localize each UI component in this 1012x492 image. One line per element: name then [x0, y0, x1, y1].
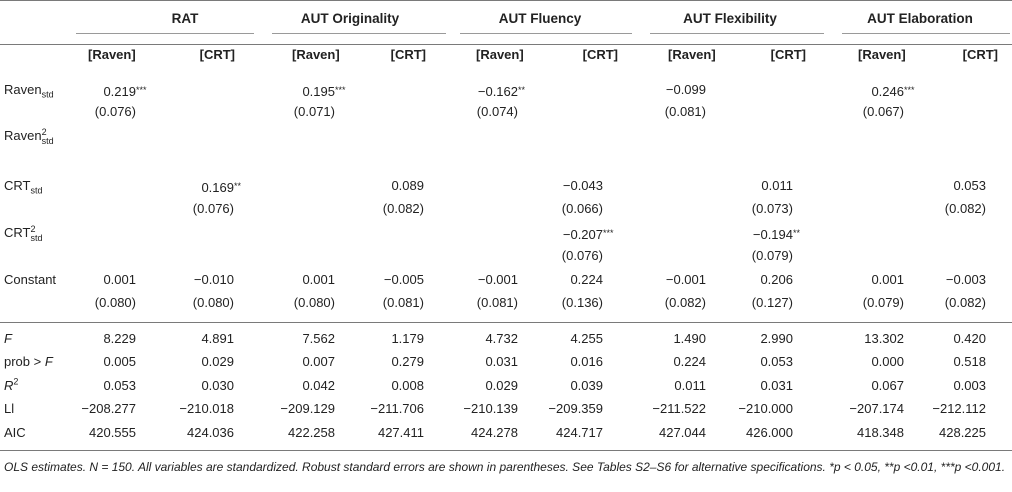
table-cell [665, 295, 720, 311]
table-cell [391, 378, 438, 394]
table-cell [761, 178, 807, 194]
cell-value: −0.207 [562, 227, 603, 242]
cell-value: −210.139 [463, 401, 518, 416]
cell-value: 418.348 [857, 425, 904, 440]
cell-value: 0.053 [953, 178, 986, 193]
row-label-part: prob > [4, 354, 45, 369]
row-label-text: Raven [4, 82, 42, 97]
table-cell [302, 82, 349, 100]
cell-value: 0.206 [760, 272, 793, 287]
cell-value: 0.005 [103, 354, 136, 369]
table-cell [871, 378, 918, 394]
group-header: AUT Originality [300, 11, 400, 26]
table-cell [548, 401, 617, 417]
table-cell [665, 104, 720, 120]
label-script-stack [30, 225, 42, 243]
table-cell [294, 295, 349, 311]
significance-stars: *** [603, 228, 614, 238]
cell-value: 0.420 [953, 331, 986, 346]
cell-value: 13.302 [864, 331, 904, 346]
cell-value: 0.067 [871, 378, 904, 393]
row-label-text: Constant [4, 272, 57, 287]
cell-value: −0.005 [383, 272, 424, 287]
table-cell [370, 401, 438, 417]
table-cell [673, 331, 720, 347]
table-cell [857, 425, 918, 441]
table-cell [953, 331, 1000, 347]
table-cell [659, 425, 720, 441]
table-cell [201, 378, 248, 394]
table-cell [652, 401, 720, 417]
row-label-text: Raven [4, 128, 42, 143]
row-label [4, 82, 54, 98]
group-header: AUT Fluency [498, 11, 582, 26]
cell-value: −208.277 [81, 401, 136, 416]
table-cell [864, 331, 918, 347]
cell-value: 0.039 [570, 378, 603, 393]
column-subheader: [CRT] [962, 47, 998, 62]
column-subheader: [CRT] [582, 47, 618, 62]
cell-value: (0.127) [751, 295, 793, 310]
table-cell [302, 272, 349, 288]
table-cell [280, 401, 349, 417]
cell-value: −211.522 [652, 401, 706, 416]
cell-value: 428.225 [939, 425, 986, 440]
table-cell [673, 354, 720, 370]
table-cell [187, 425, 248, 441]
cell-value: (0.074) [476, 104, 518, 119]
table-cell [746, 425, 807, 441]
cell-value: 427.411 [377, 425, 424, 440]
table-cell [81, 401, 150, 417]
group-header: RAT [171, 11, 199, 26]
significance-stars: *** [335, 85, 346, 95]
cell-value: 4.891 [201, 331, 234, 346]
cell-value: 0.089 [391, 178, 424, 193]
row-label-text [4, 354, 53, 369]
table-cell [477, 295, 532, 311]
cell-value: 0.001 [302, 272, 335, 287]
table-cell [477, 104, 532, 120]
cell-value: −0.010 [193, 272, 234, 287]
cell-value: 424.278 [471, 425, 518, 440]
cell-value: 427.044 [659, 425, 706, 440]
cell-value: 0.011 [674, 378, 706, 393]
cell-value: (0.079) [862, 295, 904, 310]
table-cell [953, 354, 1000, 370]
cell-value: 0.007 [302, 354, 335, 369]
column-subheader: [Raven] [858, 47, 906, 62]
cell-value: −0.001 [665, 272, 706, 287]
cell-value: 0.011 [761, 178, 793, 193]
table-cell [193, 295, 248, 311]
group-underline [76, 33, 254, 34]
table-cell [939, 425, 1000, 441]
table-cell [194, 272, 248, 288]
column-subheader: [Raven] [668, 47, 716, 62]
row-label [4, 354, 53, 370]
cell-value: 0.029 [485, 378, 518, 393]
cell-value: −0.003 [945, 272, 986, 287]
table-cell [953, 378, 1000, 394]
row-label [4, 401, 14, 417]
cell-value: (0.079) [751, 248, 793, 263]
column-subheader: [CRT] [390, 47, 426, 62]
label-subscript: std [30, 185, 43, 196]
row-label [4, 378, 18, 394]
table-cell [463, 401, 532, 417]
table-cell [760, 378, 807, 394]
cell-value: (0.081) [664, 104, 706, 119]
column-subheader: [CRT] [199, 47, 235, 62]
table-cell [391, 178, 438, 194]
table-cell [485, 378, 532, 394]
cell-value: 0.029 [201, 354, 234, 369]
cell-value: (0.073) [751, 201, 793, 216]
cell-value: 0.008 [391, 378, 424, 393]
table-cell [478, 82, 532, 100]
table-cell [302, 378, 349, 394]
table-cell [666, 82, 720, 98]
group-underline [272, 33, 446, 34]
table-cell [674, 378, 720, 394]
group-underline [650, 33, 824, 34]
table-cell [863, 104, 918, 120]
cell-value: 0.031 [485, 354, 518, 369]
table-cell [871, 354, 918, 370]
table-cell [849, 401, 918, 417]
row-label-text: F [4, 331, 12, 346]
table-cell [471, 425, 532, 441]
table-cell [871, 272, 918, 288]
cell-value: 0.169 [201, 180, 234, 195]
cell-value: −210.000 [738, 401, 793, 416]
table-cell [95, 104, 150, 120]
cell-value: 0.031 [760, 378, 793, 393]
row-label-text: R [4, 378, 14, 393]
table-cell [932, 401, 1000, 417]
cell-value: −207.174 [849, 401, 904, 416]
table-cell [95, 295, 150, 311]
table-cell [485, 331, 532, 347]
table-cell [384, 272, 438, 288]
cell-value: 1.179 [391, 331, 424, 346]
table-cell [103, 82, 150, 100]
cell-value: 0.001 [103, 272, 136, 287]
table-cell [760, 331, 807, 347]
column-subheader: [Raven] [476, 47, 524, 62]
cell-value: 0.001 [871, 272, 904, 287]
cell-value: 420.555 [89, 425, 136, 440]
row-label [4, 178, 43, 194]
cell-value: (0.076) [94, 104, 136, 119]
table-cell [391, 354, 438, 370]
cell-value: −0.001 [477, 272, 518, 287]
table-cell [871, 82, 918, 100]
cell-value: (0.081) [476, 295, 518, 310]
cell-value: 424.717 [556, 425, 603, 440]
row-label-text: AIC [4, 425, 26, 440]
cell-value: 7.562 [302, 331, 335, 346]
cell-value: (0.082) [944, 295, 986, 310]
table-cell [288, 425, 349, 441]
table-cell [193, 201, 248, 217]
group-header: AUT Elaboration [867, 11, 973, 26]
table-cell [89, 425, 150, 441]
cell-value: (0.071) [293, 104, 335, 119]
cell-value: (0.080) [94, 295, 136, 310]
cell-value: 0.053 [103, 378, 136, 393]
cell-value: 0.003 [953, 378, 986, 393]
row-label [4, 331, 12, 347]
cell-value: −0.043 [562, 178, 603, 193]
cell-value: (0.076) [561, 248, 603, 263]
row-label [4, 425, 26, 441]
table-cell [563, 178, 617, 194]
cell-value: 0.224 [673, 354, 706, 369]
table-cell [201, 354, 248, 370]
table-cell [378, 425, 438, 441]
cell-value: (0.082) [382, 201, 424, 216]
label-superscript: 2 [30, 224, 36, 234]
cell-value: −211.706 [370, 401, 424, 416]
label-superscript: 2 [13, 376, 19, 387]
table-cell [753, 225, 807, 243]
table-cell [294, 104, 349, 120]
group-underline [460, 33, 632, 34]
group-header: AUT Flexibility [683, 11, 777, 26]
label-subscript: std [30, 233, 43, 243]
stats-rule [0, 322, 1012, 323]
table-cell [103, 331, 150, 347]
cell-value: 4.732 [485, 331, 518, 346]
cell-value: −0.162 [477, 84, 518, 99]
cell-value: (0.080) [192, 295, 234, 310]
table-cell [383, 201, 438, 217]
table-cell [760, 354, 807, 370]
cell-value: (0.067) [862, 104, 904, 119]
cell-value: −212.112 [932, 401, 986, 416]
table-cell [738, 401, 807, 417]
cell-value: (0.136) [561, 295, 603, 310]
cell-value: (0.082) [944, 201, 986, 216]
column-subheader: [Raven] [88, 47, 136, 62]
significance-stars: ** [793, 228, 801, 238]
cell-value: 0.219 [103, 84, 136, 99]
table-cell [946, 272, 1000, 288]
table-cell [945, 201, 1000, 217]
table-cell [562, 295, 617, 311]
row-label [4, 272, 56, 288]
table-cell [201, 331, 248, 347]
table-cell [953, 178, 1000, 194]
table-cell [478, 272, 532, 288]
cell-value: (0.076) [192, 201, 234, 216]
label-subscript: std [41, 89, 54, 100]
table-cell [563, 225, 617, 243]
table-cell [570, 331, 617, 347]
table-cell [103, 354, 150, 370]
table-cell [570, 272, 617, 288]
top-rule [0, 0, 1012, 1]
cell-value: 4.255 [570, 331, 603, 346]
table-cell [383, 295, 438, 311]
column-subheader: [CRT] [770, 47, 806, 62]
table-cell [760, 272, 807, 288]
label-script-stack [42, 128, 54, 146]
cell-value: 426.000 [746, 425, 793, 440]
table-cell [945, 295, 1000, 311]
table-cell [302, 354, 349, 370]
table-cell [556, 425, 617, 441]
label-subscript: std [41, 136, 54, 146]
significance-stars: ** [518, 85, 526, 95]
significance-stars: *** [136, 85, 147, 95]
row-label-text: CRT [4, 225, 31, 240]
cell-value: (0.081) [382, 295, 424, 310]
cell-value: 0.042 [302, 378, 335, 393]
cell-value: 0.030 [201, 378, 234, 393]
cell-value: 424.036 [187, 425, 234, 440]
header-rule [0, 44, 1012, 45]
cell-value: 0.518 [953, 354, 986, 369]
bottom-rule [0, 450, 1012, 451]
cell-value: 2.990 [760, 331, 793, 346]
cell-value: −210.018 [179, 401, 234, 416]
table-cell [103, 378, 150, 394]
cell-value: 0.000 [871, 354, 904, 369]
table-cell [562, 248, 617, 264]
table-cell [863, 295, 918, 311]
table-cell [302, 331, 349, 347]
cell-value: 422.258 [288, 425, 335, 440]
table-cell [485, 354, 532, 370]
table-cell [752, 201, 807, 217]
table-cell [179, 401, 248, 417]
table-cell [666, 272, 720, 288]
table-cell [752, 295, 807, 311]
cell-value: −209.129 [280, 401, 335, 416]
cell-value: 0.053 [760, 354, 793, 369]
table-cell [391, 331, 438, 347]
cell-value: 0.016 [570, 354, 603, 369]
table-cell [562, 201, 617, 217]
table-footnote: OLS estimates. N = 150. All variables are standardized. Robust standard errors are shown in parentheses. See Tables S2–S6 for alternative specifications. *p < 0.05, **p <0.01, ***p <0.001. [4, 460, 1006, 474]
table-cell [103, 272, 150, 288]
cell-value: −209.359 [548, 401, 603, 416]
row-label-text: Ll [4, 401, 15, 416]
cell-value: 0.246 [871, 84, 904, 99]
cell-value: (0.080) [293, 295, 335, 310]
column-subheader: [Raven] [292, 47, 340, 62]
table-cell [570, 378, 617, 394]
row-label [4, 128, 54, 146]
cell-value: −0.099 [665, 82, 706, 97]
cell-value: 0.224 [570, 272, 603, 287]
table-cell [201, 178, 248, 196]
cell-value: 0.195 [302, 84, 335, 99]
cell-value: −0.194 [752, 227, 793, 242]
label-superscript: 2 [41, 127, 47, 137]
cell-value: (0.066) [561, 201, 603, 216]
row-label-text: CRT [4, 178, 31, 193]
group-underline [842, 33, 1010, 34]
significance-stars: ** [234, 181, 242, 191]
row-label-part: F [44, 354, 53, 369]
cell-value: 8.229 [103, 331, 136, 346]
cell-value: (0.082) [664, 295, 706, 310]
cell-value: 0.279 [391, 354, 424, 369]
table-cell [570, 354, 617, 370]
table-cell [752, 248, 807, 264]
significance-stars: *** [904, 85, 915, 95]
cell-value: 1.490 [673, 331, 706, 346]
row-label [4, 225, 43, 243]
